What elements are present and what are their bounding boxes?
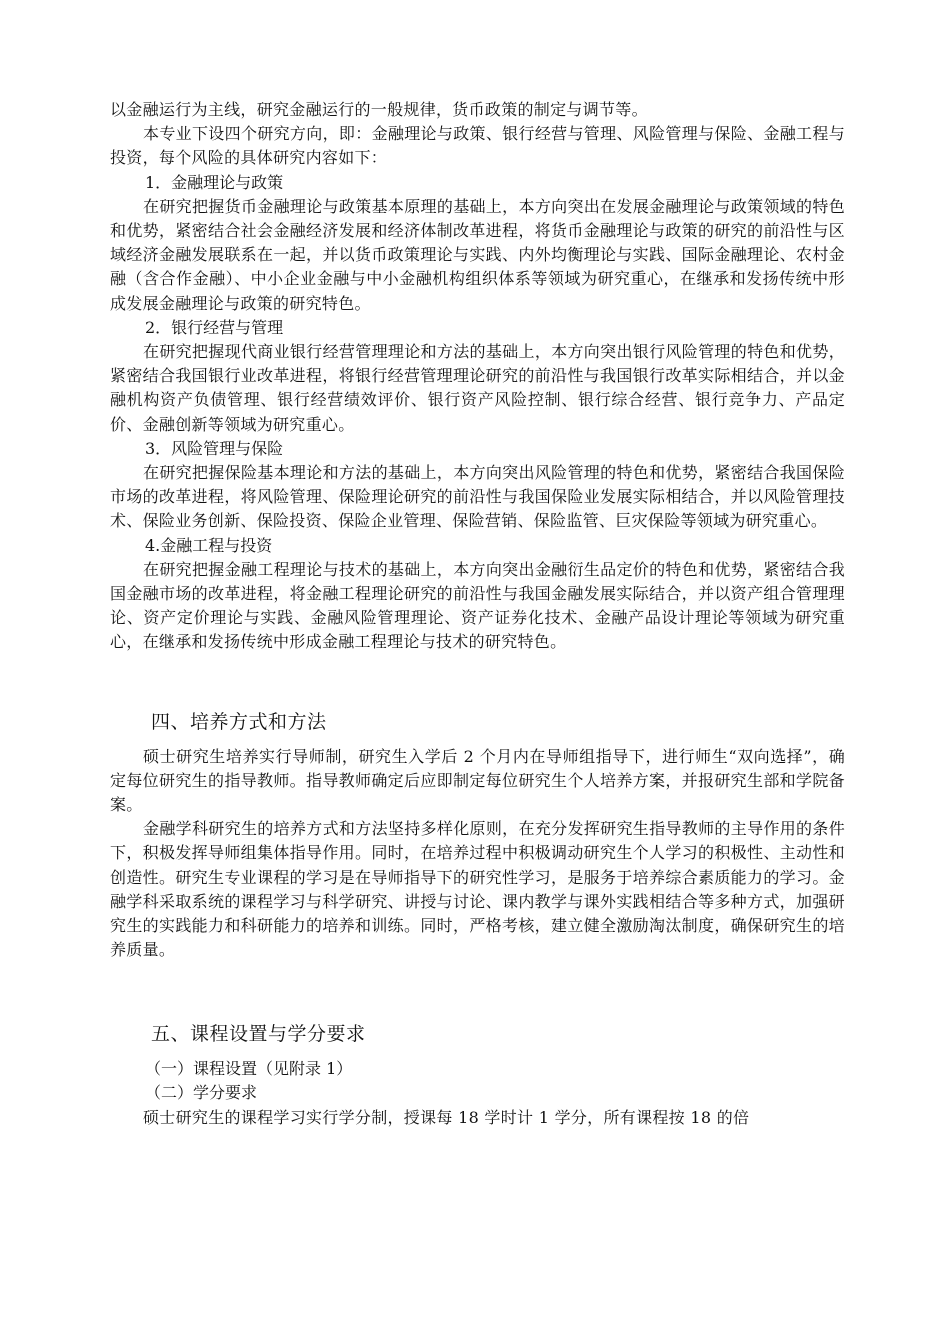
- direction-4-body: 在研究把握金融工程理论与技术的基础上，本方向突出金融衍生品定价的特色和优势，紧密结合我国金融市场的改革进程，将金融工程理论研究的前沿性与我国金融发展实际结合，并以资产组合管理理论、资产定价理论与实践、金融风险管理理论、资产证券化技术、金融产品设计理论等领域为研究重心，在继承和发扬传统中形成金融工程理论与技术的研究特色。: [110, 559, 845, 652]
- direction-3-title: 3．风险管理与保险: [145, 438, 284, 458]
- direction-3-body: 在研究把握保险基本理论和方法的基础上，本方向突出风险管理的特色和优势，紧密结合我国保险市场的改革进程，将风险管理、保险理论研究的前沿性与我国保险业发展实际相结合，并以风险管理技术、保险业务创新、保险投资、保险企业管理、保险营销、保险监管、巨灾保险等领域为研究重心。: [110, 463, 845, 531]
- section-4-paragraph-2: 金融学科研究生的培养方式和方法坚持多样化原则，在充分发挥研究生指导教师的主导作用的条件下，积极发挥导师组集体指导作用。同时，在培养过程中积极调动研究生个人学习的积极性、主动性和创造性。研究生专业课程的学习是在导师指导下的研究性学习，是服务于培养综合素质能力的学习。金融学科采取系统的课程学习与科学研究、讲授与讨论、课内教学与课外实践相结合等多种方式，加强研究生的实践能力和科研能力的培养和训练。同时，严格考核，建立健全激励淘汰制度，确保研究生的培养质量。: [110, 819, 845, 960]
- section-5-heading: 五、课程设置与学分要求: [151, 1022, 366, 1045]
- direction-2-title: 2．银行经营与管理: [145, 317, 284, 337]
- direction-1-title: 1．金融理论与政策: [145, 172, 284, 192]
- section-5-item-1: （一）课程设置（见附录 1）: [145, 1058, 353, 1078]
- section-spacer: [110, 655, 845, 709]
- heading-spacer: [110, 1047, 845, 1057]
- direction-1-body: 在研究把握货币金融理论与政策基本原理的基础上，本方向突出在发展金融理论与政策领域的特色和优势，紧密结合社会金融经济发展和经济体制改革进程，将货币金融理论与政策的研究的前沿性与区域经济金融发展联系在一起，并以货币政策理论与实践、内外均衡理论与实践、国际金融理论、农村金融（含合作金融）、中小企业金融与中小金融机构组织体系等领域为研究重心，在继承和发扬传统中形成发展金融理论与政策的研究特色。: [110, 196, 845, 313]
- document-page: [110, 98, 845, 1130]
- section-5-item-2: （二）学分要求: [145, 1083, 258, 1103]
- section-4-heading: 四、培养方式和方法: [151, 710, 327, 733]
- direction-4-title: 4.金融工程与投资: [145, 535, 273, 555]
- section-5-paragraph-1: 硕士研究生的课程学习实行学分制，授课每 18 学时计 1 学分，所有课程按 18 的倍: [143, 1107, 750, 1127]
- section-4-paragraph-1: 硕士研究生培养实行导师制，研究生入学后 2 个月内在导师组指导下，进行师生“双向选择”，确定每位研究生的指导教师。指导教师确定后应即制定每位研究生个人培养方案，并报研究生部和学院备案。: [110, 746, 845, 815]
- section-spacer: [110, 963, 845, 1021]
- intro-line: 以金融运行为主线，研究金融运行的一般规律，货币政策的制定与调节等。: [110, 100, 648, 119]
- heading-spacer: [110, 735, 845, 745]
- direction-2-body: 在研究把握现代商业银行经营管理理论和方法的基础上，本方向突出银行风险管理的特色和优势，紧密结合我国银行业改革进程，将银行经营管理理论研究的前沿性与我国银行改革实际相结合，并以金融机构资产负债管理、银行经营绩效评价、银行资产风险控制、银行综合经营、银行竞争力、产品定价、金融创新等领域为研究重心。: [110, 342, 845, 434]
- overview-paragraph: 本专业下设四个研究方向，即：金融理论与政策、银行经营与管理、风险管理与保险、金融工程与投资，每个风险的具体研究内容如下：: [110, 124, 845, 168]
